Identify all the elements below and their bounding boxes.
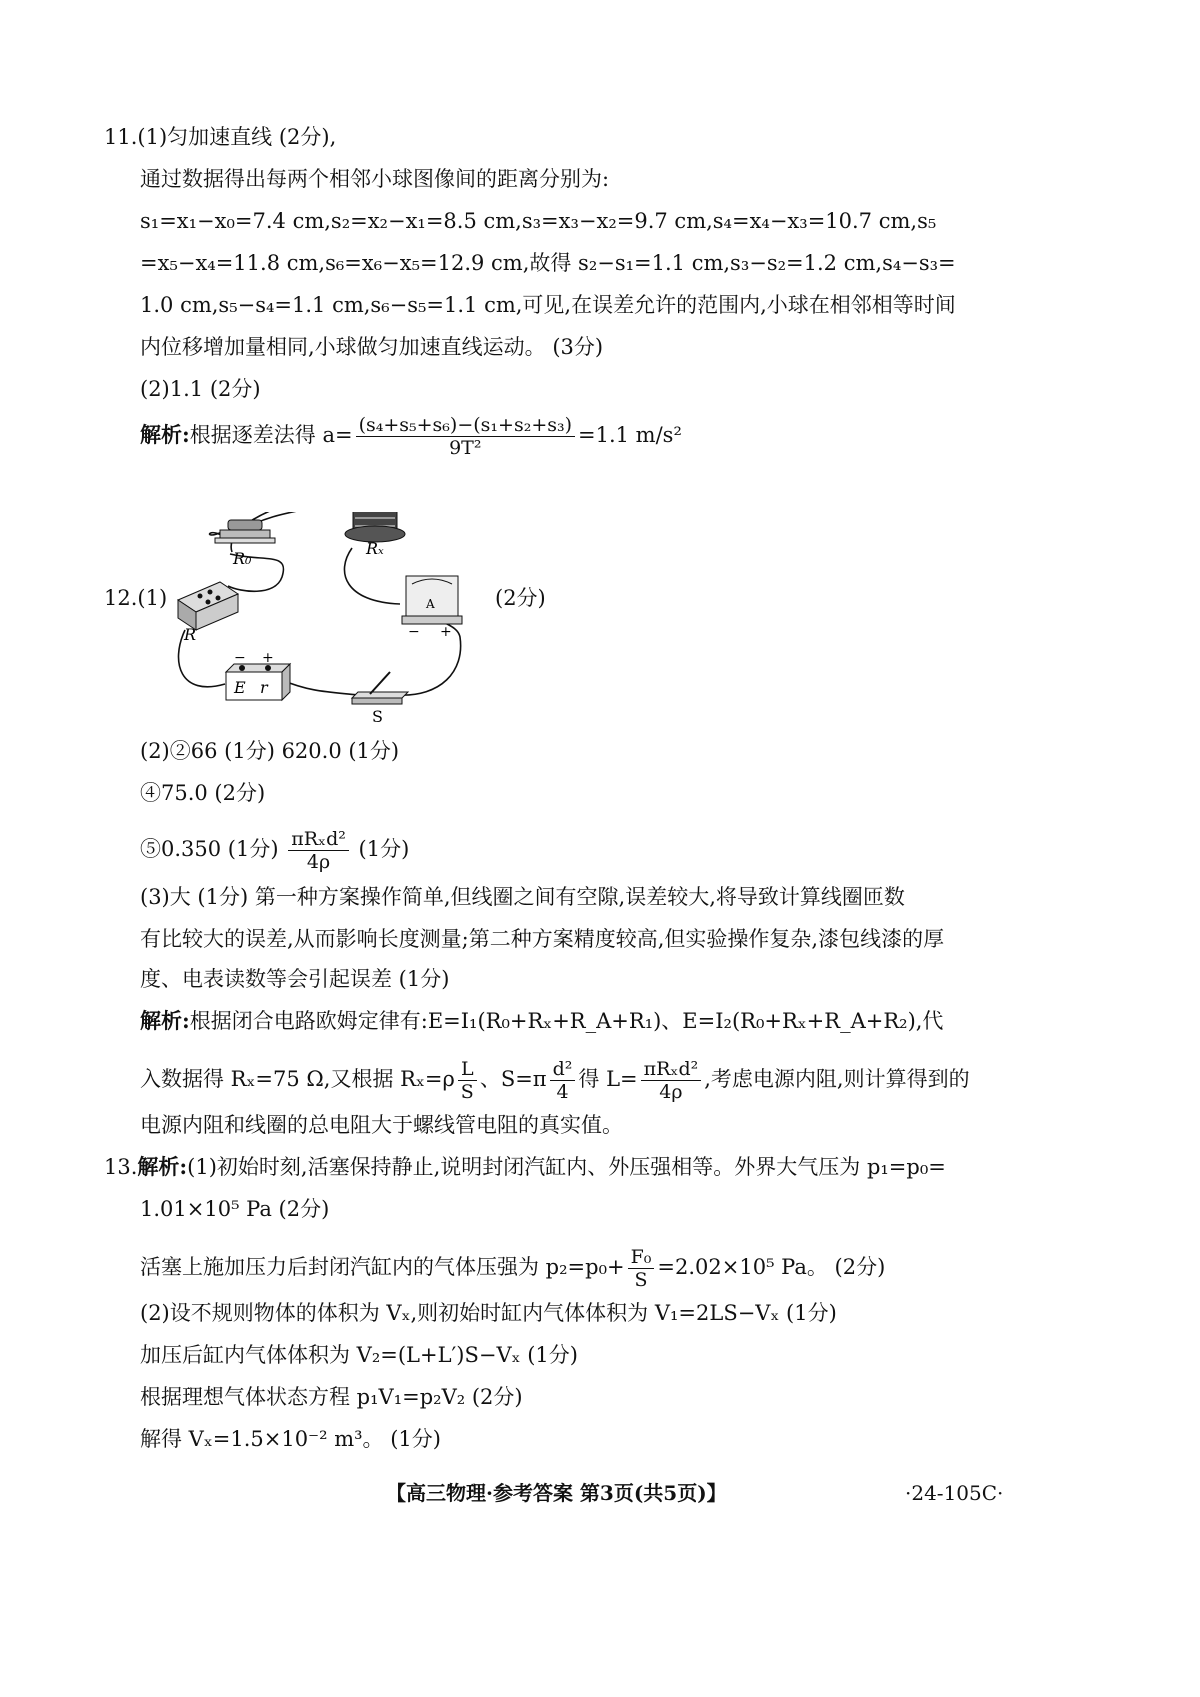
q13-line2: 1.01×10⁵ Pa (2分) [140,1197,330,1221]
q12-analysis1 [140,1006,943,1036]
q12-head: 12.(1) [104,586,168,610]
fraction-length [641,1058,702,1103]
fraction-l-over-s [458,1058,477,1103]
analysis-label: 解析: [137,1154,188,1179]
analysis-text: 根据闭合电路欧姆定律有:E=I₁(R₀+Rₓ+R_A+R₁)、E=I₂(R₀+Rₓ+R_A+R₂),代 [189,1009,944,1033]
switch-s [352,672,408,726]
part2c-value: ⑤0.350 (1分) [140,837,279,861]
q13-line4: (2)设不规则物体的体积为 Vₓ,则初始时缸内气体体积为 V₁=2LS−Vₓ (1分) [140,1301,837,1325]
fraction-numerator: (s₄+s₅+s₆)−(s₁+s₂+s₃) [356,414,575,437]
analysis-text: 活塞上施加压力后封闭汽缸内的气体压强为 p₂=p₀+ [140,1255,625,1279]
q11-line6: 内位移增加量相同,小球做匀加速直线运动。 (3分) [140,335,604,359]
q11-line4: =x₅−x₄=11.8 cm,s₆=x₆−x₅=12.9 cm,故得 s₂−s₁=1.1 cm,s₃−s₂=1.2 cm,s₄−s₃= [140,251,956,275]
fraction-denominator: 4ρ [306,851,331,873]
ammeter-plus: + [440,624,452,640]
resistivity-fraction [288,828,349,873]
resistor-r0 [215,520,275,568]
fraction-denominator: S [634,1269,648,1291]
analysis-text: =2.02×10⁵ Pa。 (2分) [657,1255,886,1279]
analysis-text: 入数据得 Rₓ=75 Ω,又根据 Rₓ=ρ [140,1067,455,1091]
q12-part3b: 有比较大的误差,从而影响长度测量;第二种方案精度较高,但实验操作复杂,漆包线漆的厚 [140,927,945,951]
fraction-denominator: 9T² [449,437,482,459]
resistance-box-r [178,582,238,644]
part2c-score: (1分) [358,837,410,861]
q11-line5: 1.0 cm,s₅−s₄=1.1 cm,s₆−s₅=1.1 cm,可见,在误差允许的范围内,小球在相邻相等时间 [140,293,956,317]
analysis-result: =1.1 m/s² [578,423,682,447]
q12-analysis2 [140,1058,970,1103]
acceleration-fraction [356,414,575,459]
footer-title: 【高三物理·参考答案 第3页(共5页)】 [386,1481,727,1505]
analysis-label: 解析: [140,422,190,447]
coil-rx [345,512,405,558]
label-rx: Rₓ [366,539,384,558]
q11-part2: (2)1.1 (2分) [140,377,261,401]
footer-code: ·24-105C· [905,1481,1004,1505]
fraction-numerator: L [458,1058,477,1081]
q12-part2b: ④75.0 (2分) [140,781,266,805]
label-e: E [234,678,246,697]
analysis-text: 、S=π [479,1067,547,1091]
analysis-text: ,考虑电源内阻,则计算得到的 [704,1067,970,1091]
fraction-denominator: 4ρ [659,1081,683,1103]
q11-analysis [140,414,682,459]
label-r-internal: r [260,678,268,697]
analysis-text: 根据逐差法得 a= [189,423,353,447]
ammeter [402,576,462,640]
q12-part3c: 度、电表读数等会引起误差 (1分) [140,967,450,991]
fraction-f0-over-s [628,1246,655,1291]
q12-analysis3: 电源内阻和线圈的总电阻大于螺线管电阻的真实值。 [140,1113,623,1137]
battery-minus: − [234,650,246,666]
analysis-text: 得 L= [578,1067,638,1091]
q12-part2a: (2)②66 (1分) 620.0 (1分) [140,739,400,763]
analysis-label: 解析: [140,1008,190,1033]
fraction-denominator: S [460,1081,474,1103]
q13-line1 [104,1152,946,1182]
q13-line7: 解得 Vₓ=1.5×10⁻² m³。 (1分) [140,1427,441,1451]
circuit-diagram [170,512,490,727]
q12-score: (2分) [495,586,546,610]
fraction-numerator: πRₓd² [641,1058,702,1081]
fraction-d2-over-4 [550,1058,576,1103]
q13-line6: 根据理想气体状态方程 p₁V₁=p₂V₂ (2分) [140,1385,523,1409]
q11-line3: s₁=x₁−x₀=7.4 cm,s₂=x₂−x₁=8.5 cm,s₃=x₃−x₂=9.7 cm,s₄=x₄−x₃=10.7 cm,s₅ [140,209,937,233]
fraction-numerator: πRₓd² [288,828,349,851]
q13-line3 [140,1246,885,1291]
q11-line2: 通过数据得出每两个相邻小球图像间的距离分别为: [140,167,610,191]
label-ammeter: A [426,597,435,611]
q12-part3a: (3)大 (1分) 第一种方案操作简单,但线圈之间有空隙,误差较大,将导致计算线圈匝数 [140,885,905,909]
label-r: R [184,625,197,644]
analysis-text: (1)初始时刻,活塞保持静止,说明封闭汽缸内、外压强相等。外界大气压为 p₁=p₀= [187,1155,946,1179]
fraction-numerator: F₀ [628,1246,655,1269]
label-r0: R₀ [233,549,252,568]
fraction-numerator: d² [550,1058,576,1081]
q12-part2c [140,828,409,873]
label-s: S [372,707,383,726]
ammeter-minus: − [408,624,420,640]
battery-plus: + [262,650,274,666]
q13-line5: 加压后缸内气体体积为 V₂=(L+L′)S−Vₓ (1分) [140,1343,578,1367]
fraction-denominator: 4 [556,1081,569,1103]
q11-head: 11.(1)匀加速直线 (2分), [104,125,337,149]
battery [226,650,290,700]
question-number: 13. [104,1155,138,1179]
